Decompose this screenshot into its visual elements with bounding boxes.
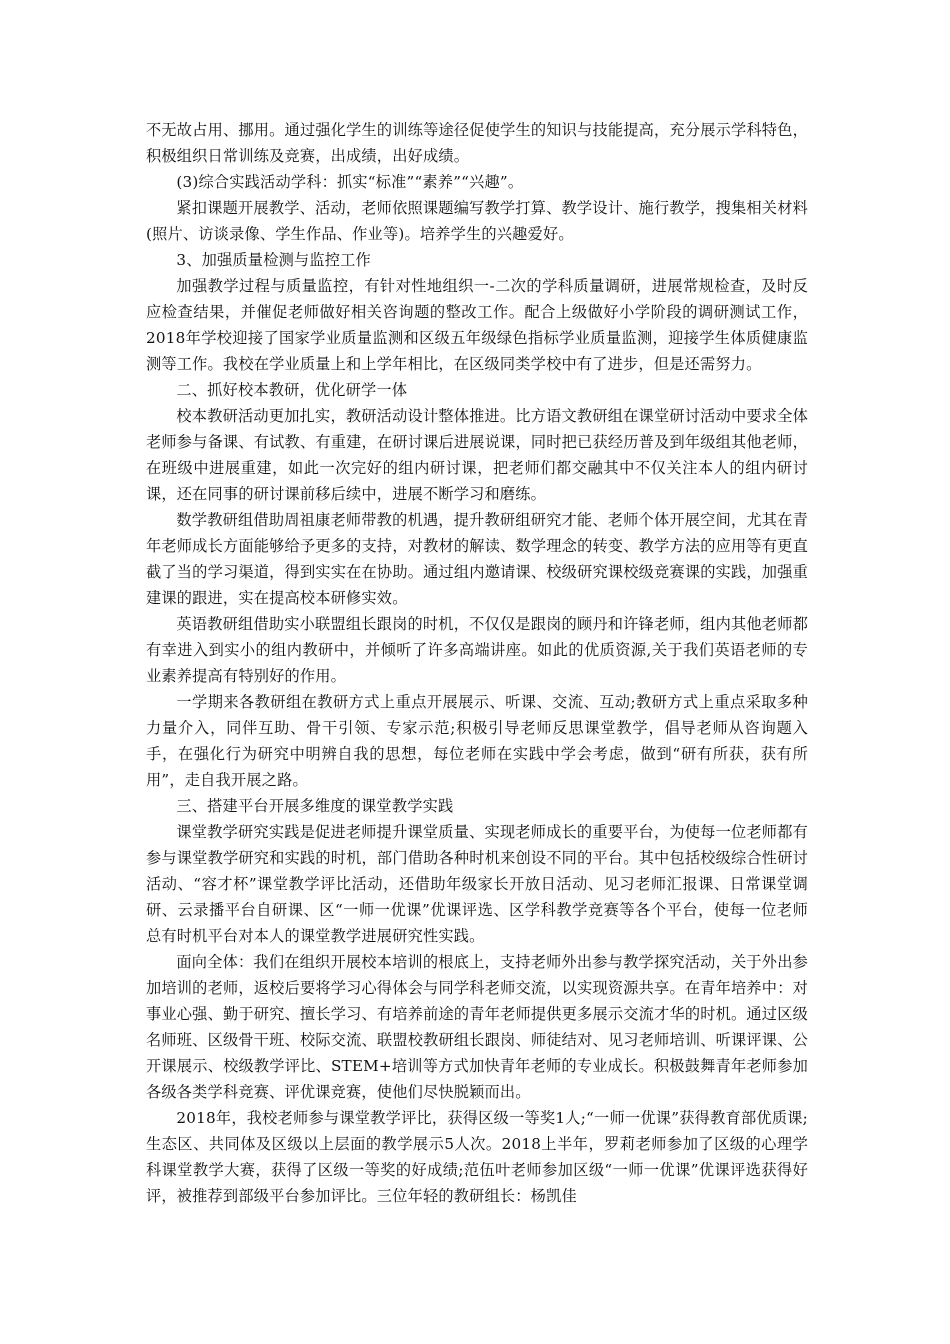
paragraph-9: 英语教研组借助实小联盟组长跟岗的时机，不仅仅是跟岗的顾丹和许锋老师，组内其他老师都有幸进入到实小的组内教研中，并倾听了许多高端讲座。如此的优质资源,关于我们英语老师的专业素养提高有特别好的作用。: [146, 615, 808, 685]
paragraph-1: 不无故占用、挪用。通过强化学生的训练等途径促使学生的知识与技能提高，充分展示学科特色，积极组织日常训练及竞赛，出成绩，出好成绩。: [146, 121, 808, 165]
paragraph-8: 数学教研组借助周祖康老师带教的机遇，提升教研组研究才能、老师个体开展空间，尤其在青年老师成长方面能够给予更多的支持，对教材的解读、数学理念的转变、教学方法的应用等有更直截了当的学习渠道，得到实实在在协助。通过组内邀请课、校级研究课校级竞赛课的实践，加强重建课的跟进，实在提高校本研修实效。: [146, 511, 808, 607]
section-heading-platform: 三、搭建平台开展多维度的课堂教学实践: [176, 797, 454, 815]
section-heading-quality: 3、加强质量检测与监控工作: [176, 251, 371, 269]
paragraph-12: 课堂教学研究实践是促进老师提升课堂质量、实现老师成长的重要平台，为使每一位老师都有参与课堂教学研究和实践的时机，部门借助各种时机来创设不同的平台。其中包括校级综合性研讨活动、“容才杯”课堂教学评比活动，还借助年级家长开放日活动、见习老师汇报课、日常课堂调研、云录播平台自研课、区“一师一优课”优课评选、区学科教学竞赛等各个平台，使每一位老师总有时机平台对本人的课堂教学进展研究性实践。: [146, 823, 808, 945]
paragraph-5: 加强教学过程与质量监控，有针对性地组织一-二次的学科质量调研，进展常规检查，及时反应检查结果，并催促老师做好相关咨询题的整改工作。配合上级做好小学阶段的调研测试工作，2018年学校迎接了国家学业质量监测和区级五年级绿色指标学业质量监测，迎接学生体质健康监测等工作。我校在学业质量上和上学年相比，在区级同类学校中有了进步，但是还需努力。: [146, 277, 808, 373]
section-heading-school-research: 二、抓好校本教研，优化研学一体: [176, 381, 408, 399]
paragraph-7: 校本教研活动更加扎实，教研活动设计整体推进。比方语文教研组在课堂研讨活动中要求全体老师参与备课、有试教、有重建，在研讨课后进展说课，同时把已获经历普及到年级组其他老师，在班级中进展重建，如此一次完好的组内研讨课，把老师们都交融其中不仅关注本人的组内研讨课，还在同事的研讨课前移后续中，进展不断学习和磨练。: [146, 407, 808, 503]
paragraph-3: 紧扣课题开展教学、活动，老师依照课题编写教学打算、教学设计、施行教学，搜集相关材料(照片、访谈录像、学生作品、作业等)。培养学生的兴趣爱好。: [146, 199, 808, 243]
paragraph-14: 2018年，我校老师参与课堂教学评比，获得区级一等奖1人;“一师一优课”获得教育部优质课;生态区、共同体及区级以上层面的教学展示5人次。2018上半年，罗莉老师参加了区级的心理学科课堂教学大赛，获得了区级一等奖的好成绩;范伍叶老师参加区级“一师一优课”优课评选获得好评，被推荐到部级平台参加评比。三位年轻的教研组长：杨凯佳: [146, 1109, 808, 1205]
document-body: [146, 117, 808, 1209]
paragraph-10: 一学期来各教研组在教研方式上重点开展展示、听课、交流、互动;教研方式上重点采取多种力量介入，同伴互助、骨干引领、专家示范;积极引导老师反思课堂教学，倡导老师从咨询题入手，在强化行为研究中明辨自我的思想，每位老师在实践中学会考虑，做到“研有所获，获有所用”，走自我开展之路。: [146, 693, 808, 789]
paragraph-2: (3)综合实践活动学科：抓实“标准”“素养”“兴趣”。: [176, 173, 524, 191]
paragraph-13: 面向全体：我们在组织开展校本培训的根底上，支持老师外出参与教学探究活动，关于外出参加培训的老师，返校后要将学习心得体会与同学科老师交流，以实现资源共享。在青年培养中：对事业心强、勤于研究、擅长学习、有培养前途的青年老师提供更多展示交流才华的时机。通过区级名师班、区级骨干班、校际交流、联盟校教研组长跟岗、师徒结对、见习老师培训、听课评课、公开课展示、校级教学评比、STEM+培训等方式加快青年老师的专业成长。积极鼓舞青年老师参加各级各类学科竞赛、评优课竞赛，使他们尽快脱颖而出。: [146, 953, 808, 1101]
